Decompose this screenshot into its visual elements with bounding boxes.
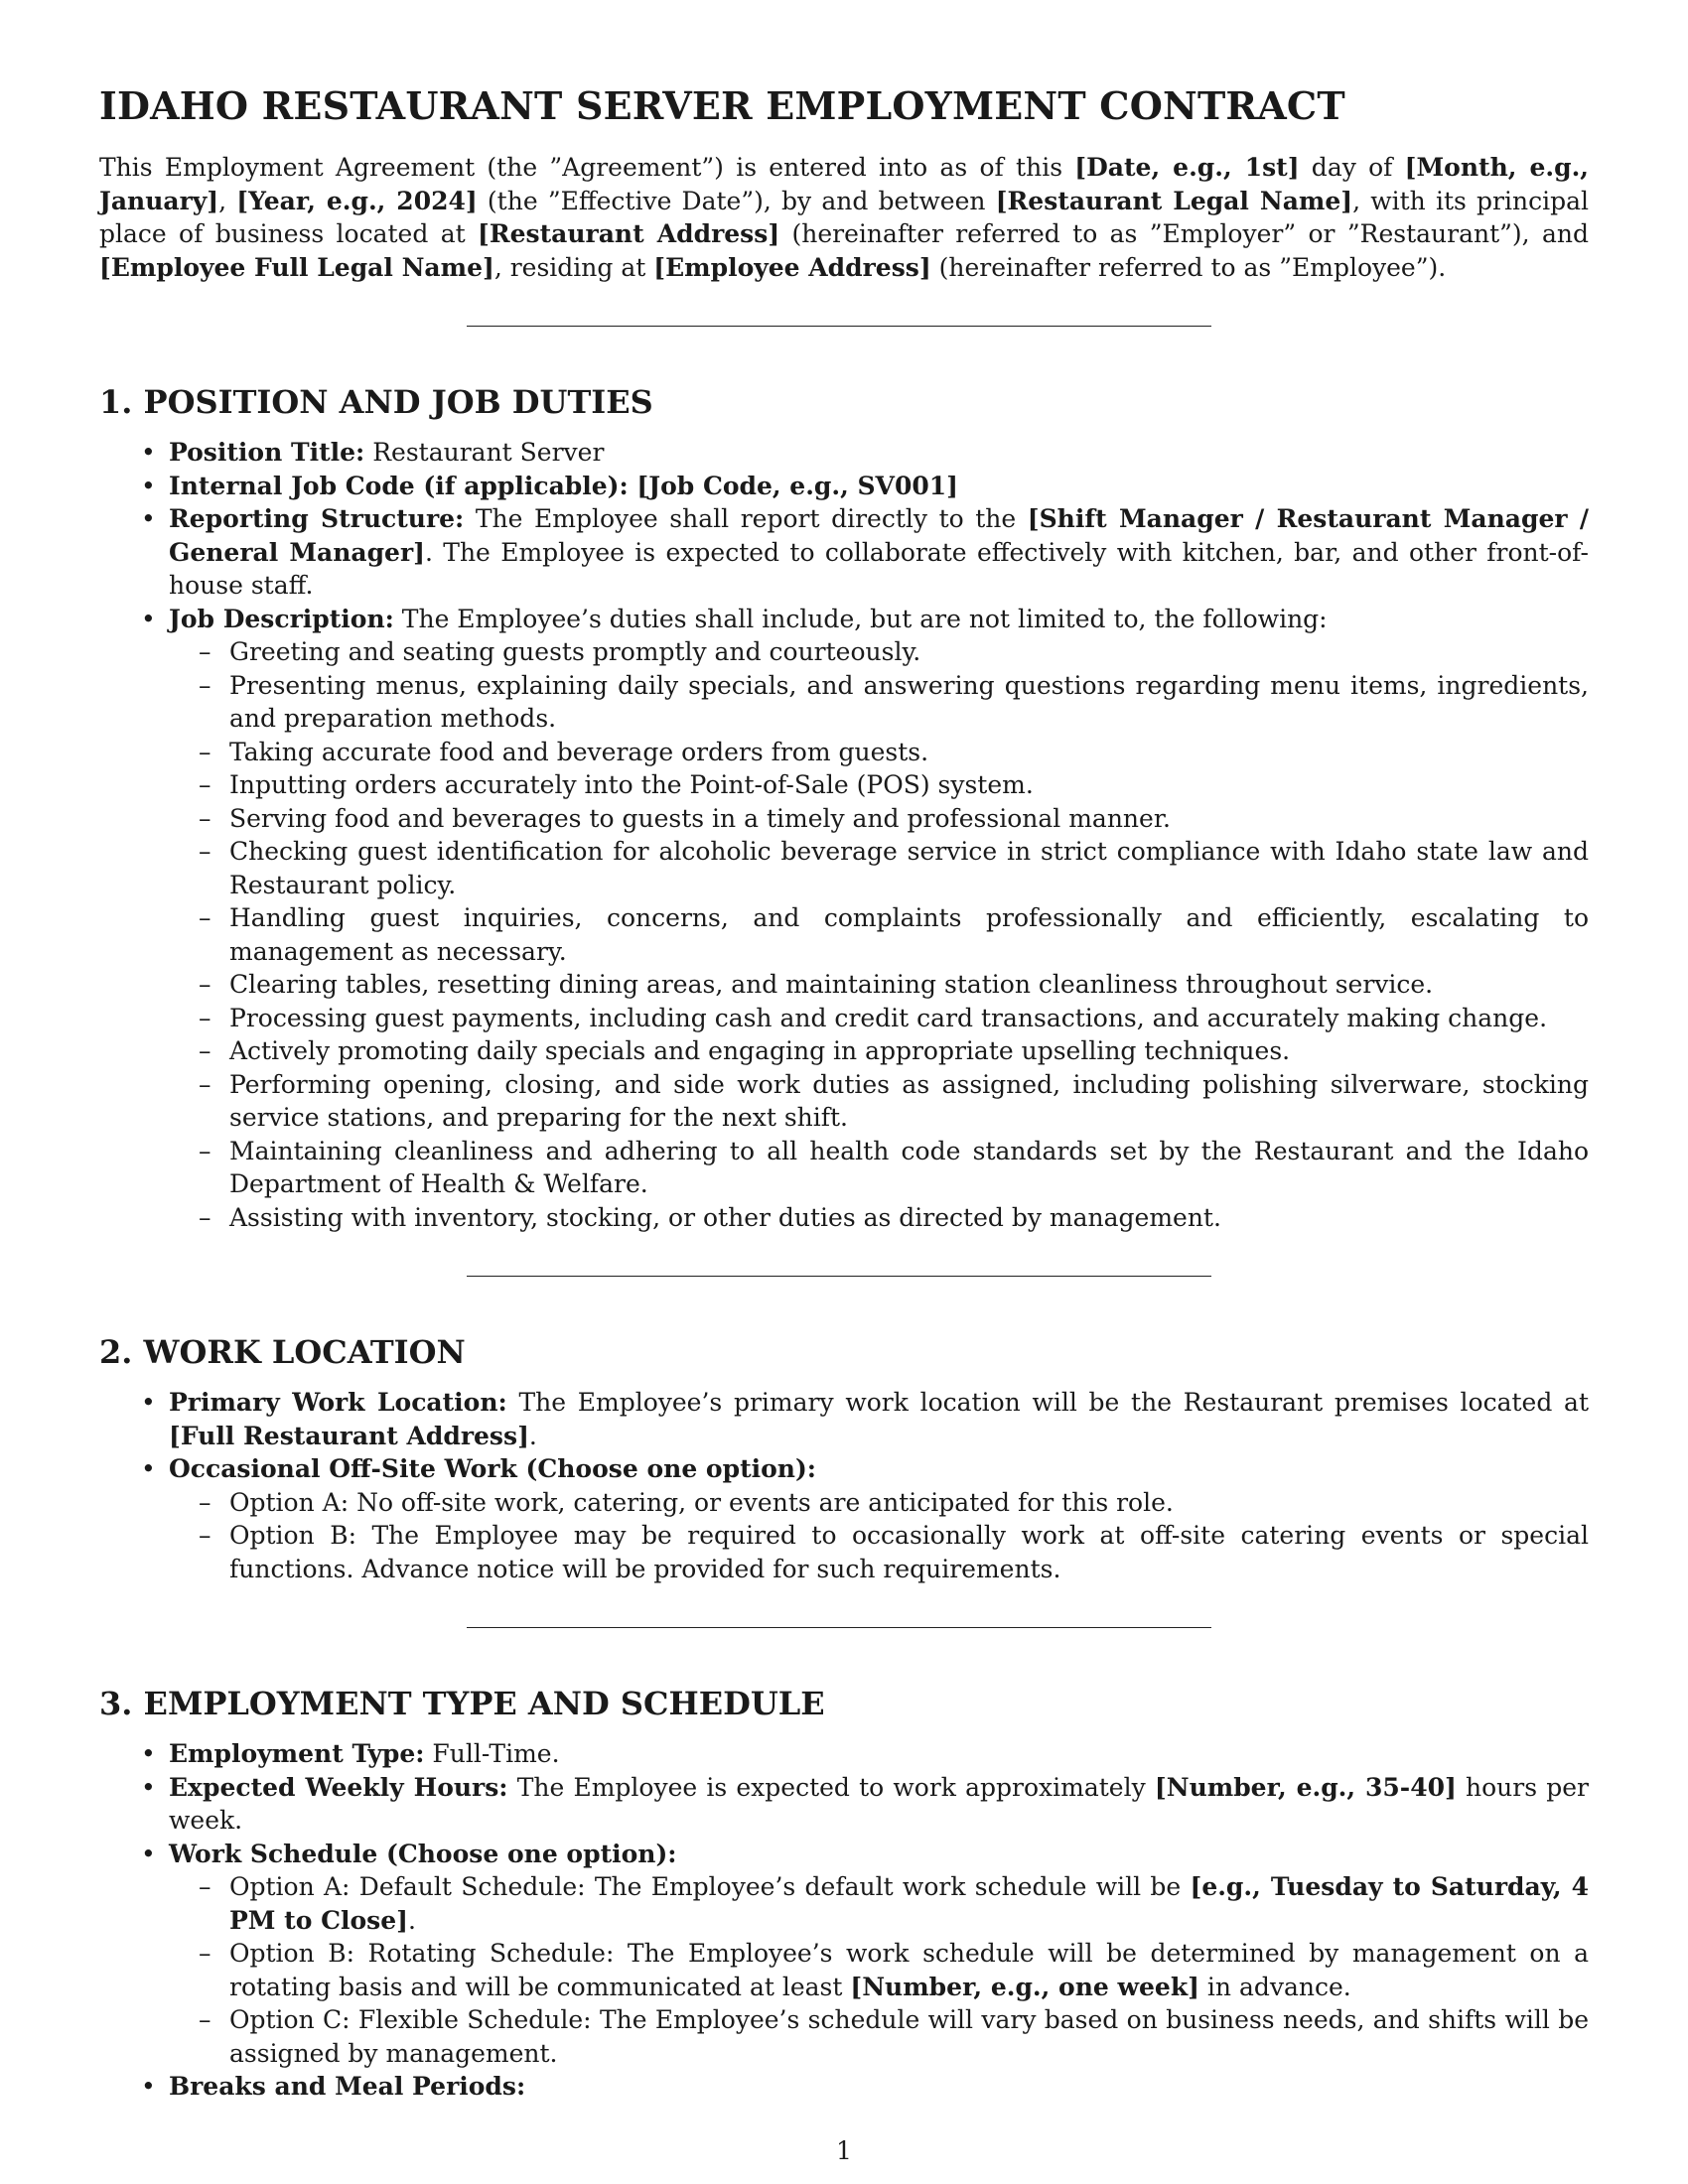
duty-item: – Performing opening, closing, and side work duties as assigned, including polishing silverware, stocking service stations, and preparing for the next shift. <box>229 1068 1589 1135</box>
reporting-placeholder: [Shift Manager / Restaurant Manager / General Manager] <box>169 504 1589 567</box>
item-text: Option B: Rotating Schedule: The Employee’s work schedule will be determined by management on a rotating basis and will be communicated at least <box>229 1939 1589 2001</box>
list-item <box>169 470 1589 503</box>
item-text: The Employee is expected to work approximately <box>507 1772 1155 1802</box>
duty-item: – Processing guest payments, including cash and credit card transactions, and accurately making change. <box>229 1002 1589 1035</box>
item-text: The Employee shall report directly to the <box>464 504 1028 533</box>
offsite-options-list <box>169 1486 1589 1586</box>
position-list <box>99 436 1589 1234</box>
intro-text: , residing at <box>493 252 654 282</box>
schedule-options-list <box>169 1870 1589 2070</box>
section-heading-position: 1. POSITION AND JOB DUTIES <box>99 383 653 421</box>
intro-paragraph <box>99 151 1589 284</box>
month-placeholder: [Month, e.g., January] <box>99 153 1589 215</box>
document-title: IDAHO RESTAURANT SERVER EMPLOYMENT CONTRACT <box>99 83 1345 128</box>
item-label: Work Schedule (Choose one option): <box>169 1839 677 1868</box>
item-text: . The Employee is expected to collaborate effectively with kitchen, bar, and other front-of-house staff. <box>169 537 1589 600</box>
list-item <box>169 2070 1589 2104</box>
duty-item: – Actively promoting daily specials and engaging in appropriate upselling techniques. <box>229 1034 1589 1068</box>
list-item <box>169 603 1589 1235</box>
item-label: Breaks and Meal Periods: <box>169 2072 526 2101</box>
duty-item: – Handling guest inquiries, concerns, and complaints professionally and efficiently, escalating to management as necessary. <box>229 901 1589 968</box>
item-label: Reporting Structure: <box>169 504 465 533</box>
list-item <box>169 1386 1589 1452</box>
item-text: The Employee’s primary work location will be the Restaurant premises located at <box>506 1388 1589 1417</box>
item-text: The Employee’s duties shall include, but are not limited to, the following: <box>393 604 1328 633</box>
item-label: Internal Job Code (if applicable): [Job Code, e.g., SV001] <box>169 471 958 500</box>
restaurant-name-placeholder: [Restaurant Legal Name] <box>995 186 1353 215</box>
schedule-placeholder: [e.g., Tuesday to Saturday, 4 PM to Close] <box>229 1872 1589 1935</box>
list-item <box>169 1838 1589 2071</box>
employee-name-placeholder: [Employee Full Legal Name] <box>99 252 494 282</box>
location-list <box>99 1386 1589 1585</box>
item-text: Restaurant Server <box>364 438 605 467</box>
intro-text: (hereinafter referred to as ”Employee”). <box>930 252 1447 282</box>
hours-placeholder: [Number, e.g., 35-40] <box>1154 1772 1457 1802</box>
item-text: . <box>528 1421 537 1450</box>
intro-text: This Employment Agreement (the ”Agreement”) is entered into as of this <box>99 153 1075 182</box>
item-text: Option A: Default Schedule: The Employee’s default work schedule will be <box>229 1872 1191 1901</box>
intro-text: , with its principal place of business located at <box>99 186 1589 248</box>
item-label: Position Title: <box>169 438 365 467</box>
section-heading-schedule: 3. EMPLOYMENT TYPE AND SCHEDULE <box>99 1685 825 1722</box>
duty-item: – Checking guest identification for alcoholic beverage service in strict compliance with Idaho state law and Restaurant policy. <box>229 835 1589 901</box>
notice-placeholder: [Number, e.g., one week] <box>850 1972 1199 2001</box>
duty-item: – Inputting orders accurately into the Point-of-Sale (POS) system. <box>229 768 1589 802</box>
item-text: Full-Time. <box>424 1739 560 1768</box>
address-placeholder: [Full Restaurant Address] <box>169 1421 529 1450</box>
document-page <box>99 83 1589 2104</box>
section-divider <box>467 326 1211 327</box>
item-label: Occasional Off-Site Work (Choose one option): <box>169 1454 817 1483</box>
option-item <box>229 1937 1589 2003</box>
option-item: – Option A: No off-site work, catering, or events are anticipated for this role. <box>229 1486 1589 1520</box>
list-item <box>169 502 1589 603</box>
duties-list <box>169 635 1589 1234</box>
item-label: Employment Type: <box>169 1739 425 1768</box>
duty-item: – Presenting menus, explaining daily specials, and answering questions regarding menu items, ingredients, and preparation methods. <box>229 669 1589 736</box>
list-item <box>169 1737 1589 1771</box>
intro-text: day of <box>1299 153 1405 182</box>
list-item <box>169 1452 1589 1585</box>
section-divider <box>467 1276 1211 1277</box>
option-item <box>229 1870 1589 1937</box>
intro-text: , <box>218 186 237 215</box>
schedule-list <box>99 1737 1589 2104</box>
item-text: in advance. <box>1198 1972 1351 2001</box>
date-placeholder: [Date, e.g., 1st] <box>1074 153 1300 182</box>
page-number: 1 <box>836 2136 852 2165</box>
duty-item: – Greeting and seating guests promptly and courteously. <box>229 635 1589 669</box>
item-label: Expected Weekly Hours: <box>169 1772 508 1802</box>
duty-item: – Serving food and beverages to guests in a timely and professional manner. <box>229 802 1589 836</box>
duty-item: – Clearing tables, resetting dining areas, and maintaining station cleanliness throughout service. <box>229 968 1589 1002</box>
item-text: . <box>407 1905 416 1935</box>
intro-text: (the ”Effective Date”), by and between <box>477 186 996 215</box>
duty-item: – Maintaining cleanliness and adhering to all health code standards set by the Restaurant and the Idaho Department of Health & Welfare. <box>229 1135 1589 1201</box>
intro-text: (hereinafter referred to as ”Employer” or ”Restaurant”), and <box>779 219 1589 248</box>
option-item: – Option B: The Employee may be required to occasionally work at off-site catering events or special functions. Advance notice will be provided for such requirements. <box>229 1519 1589 1585</box>
year-placeholder: [Year, e.g., 2024] <box>236 186 478 215</box>
item-text: hours per week. <box>169 1772 1589 1835</box>
restaurant-address-placeholder: [Restaurant Address] <box>478 219 780 248</box>
list-item <box>169 1771 1589 1838</box>
section-heading-location: 2. WORK LOCATION <box>99 1333 466 1371</box>
option-item: – Option C: Flexible Schedule: The Employee’s schedule will vary based on business needs, and shifts will be assigned by management. <box>229 2003 1589 2070</box>
duty-item: – Taking accurate food and beverage orders from guests. <box>229 736 1589 769</box>
item-label: Primary Work Location: <box>169 1388 507 1417</box>
list-item <box>169 436 1589 470</box>
employee-address-placeholder: [Employee Address] <box>653 252 931 282</box>
duty-item: – Assisting with inventory, stocking, or other duties as directed by management. <box>229 1201 1589 1235</box>
section-divider <box>467 1627 1211 1628</box>
item-label: Job Description: <box>169 604 394 633</box>
